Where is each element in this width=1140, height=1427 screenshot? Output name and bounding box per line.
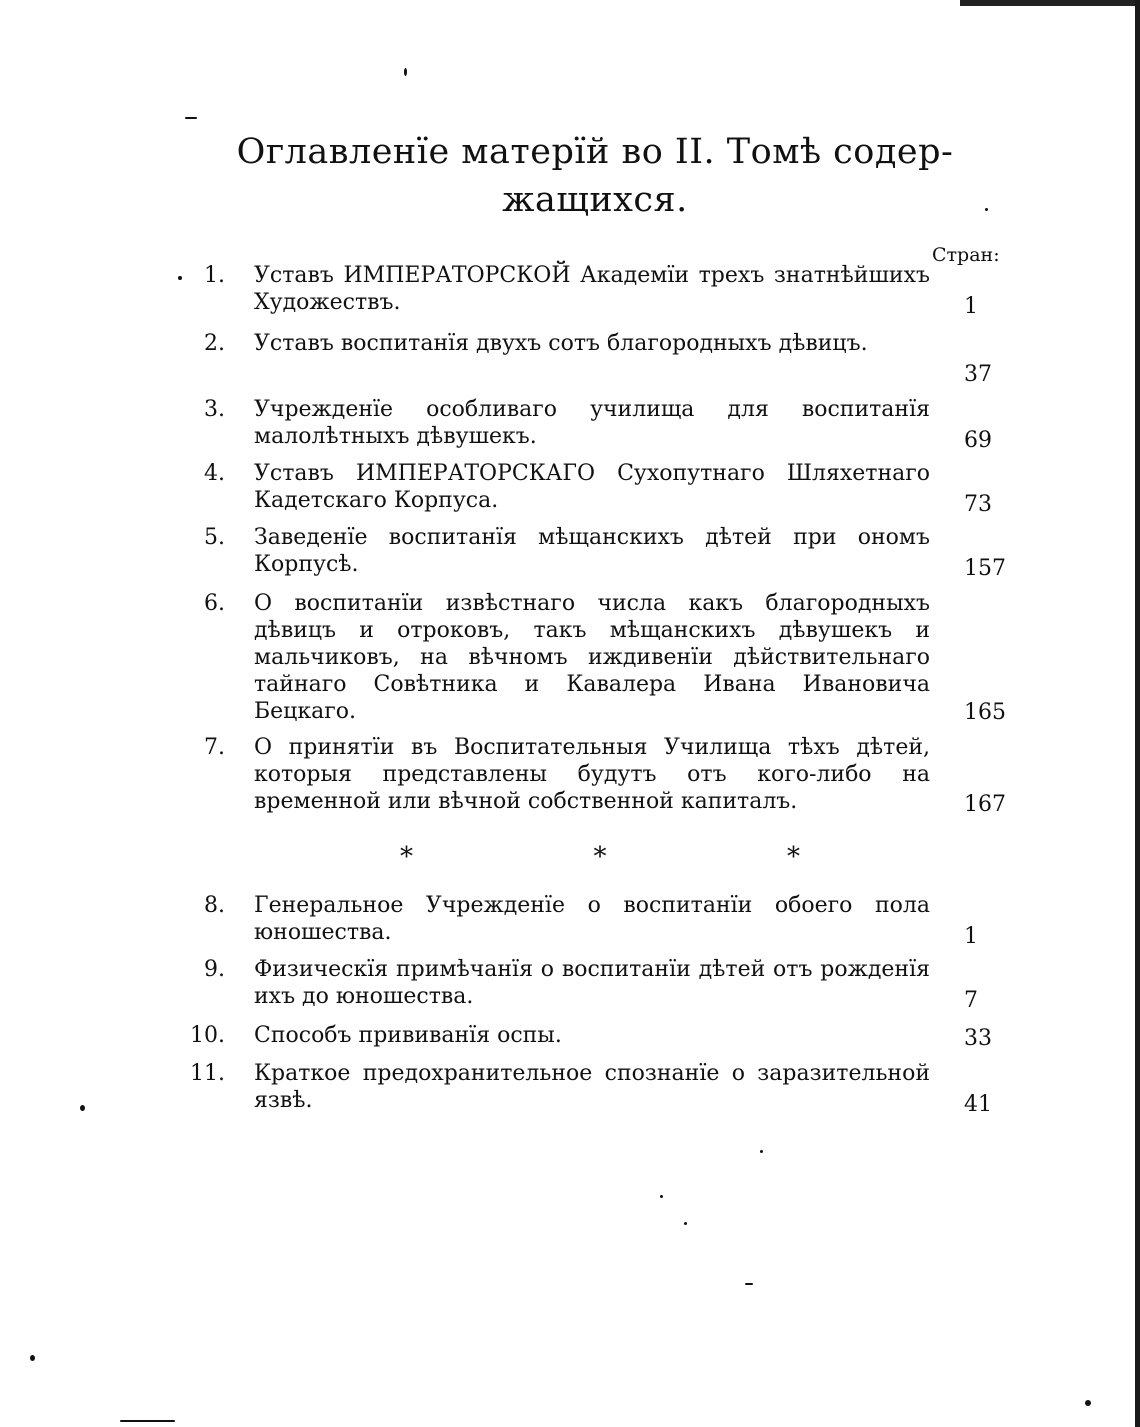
toc-entry-3 — [170, 396, 1010, 454]
scan-speck — [404, 68, 407, 76]
toc-entry-6 — [170, 590, 1010, 726]
entry-page: 1 — [964, 924, 978, 949]
entry-text: Учрежденїе особливаго училища для воспитанїя малолѣтныхъ дѣвушекъ. — [254, 397, 930, 449]
toc-entry-9 — [170, 956, 1010, 1014]
title-line-1: Оглавленїе матерїй во II. Томѣ содер- — [236, 132, 954, 172]
separator-star: * — [400, 842, 413, 872]
entry-page: 73 — [964, 492, 992, 517]
scan-speck — [120, 1420, 175, 1422]
toc-entry-8 — [170, 892, 1010, 950]
entry-text: Уставъ воспитанїя двухъ сотъ благородныхъ дѣвицъ. — [254, 331, 868, 356]
entry-text: Генеральное Учрежденїе о воспитанїи обоего пола юношества. — [254, 893, 930, 945]
entry-page: 7 — [964, 988, 978, 1013]
scan-speck — [30, 1355, 35, 1361]
toc-entry-1 — [170, 262, 1010, 320]
section-separator — [400, 842, 800, 872]
entry-text: Краткое предохранительное спознанїе о заразительной язвѣ. — [254, 1061, 930, 1113]
entry-page: 1 — [964, 294, 978, 319]
entry-number: 4. — [204, 461, 225, 486]
entry-page: 167 — [964, 792, 1006, 817]
scan-speck — [80, 1105, 85, 1111]
toc-entry-5 — [170, 524, 1010, 582]
scan-speck — [745, 1283, 753, 1285]
entry-text: Уставъ ИМПЕРАТОРСКАГО Сухопутнаго Шляхетнаго Кадетскаго Корпуса. — [254, 461, 930, 513]
scan-speck — [760, 1150, 763, 1153]
entry-text: Способъ прививанїя оспы. — [254, 1023, 562, 1048]
entry-number: 11. — [190, 1061, 225, 1086]
entry-page: 33 — [964, 1026, 992, 1051]
scan-speck — [178, 276, 182, 280]
toc-entry-11 — [170, 1060, 1010, 1118]
entry-text: О принятїи въ Воспитательныя Училища тѣхъ дѣтей, которыя представлены будутъ отъ кого-либо на временной или вѣчной собственной капиталъ. — [254, 735, 930, 814]
entry-number: 6. — [204, 591, 225, 616]
scan-speck — [660, 1195, 663, 1198]
scan-speck — [1085, 1400, 1091, 1406]
toc-entry-7 — [170, 734, 1010, 818]
entry-page: 37 — [964, 362, 992, 387]
entry-page: 165 — [964, 700, 1006, 725]
entry-number: 10. — [190, 1023, 225, 1048]
scan-speck — [684, 1222, 687, 1225]
separator-star: * — [593, 842, 607, 872]
entry-page: 41 — [964, 1092, 992, 1117]
scan-speck — [985, 208, 988, 211]
pages-column-header: Стран: — [932, 244, 1000, 266]
entry-text: Уставъ ИМПЕРАТОРСКОЙ Академїи трехъ знатнѣйшихъ Художествъ. — [254, 263, 930, 315]
scan-speck — [185, 117, 197, 119]
entry-number: 5. — [204, 525, 225, 550]
toc-entry-10 — [170, 1022, 1010, 1052]
entry-number: 7. — [204, 735, 225, 760]
entry-number: 9. — [204, 957, 225, 982]
entry-page: 69 — [964, 428, 992, 453]
entry-number: 2. — [204, 331, 225, 356]
toc-entry-2 — [170, 330, 1010, 388]
entry-number: 3. — [204, 397, 225, 422]
page-title — [200, 128, 990, 224]
entry-text: Физическїя примѣчанїя о воспитанїи дѣтей отъ рожденїя ихъ до юношества. — [254, 957, 930, 1009]
entry-page: 157 — [964, 556, 1006, 581]
scan-edge-top — [960, 0, 1140, 6]
separator-star: * — [787, 842, 800, 872]
toc-entry-4 — [170, 460, 1010, 518]
scan-edge-right — [1135, 0, 1140, 1427]
title-line-2: жащихся. — [502, 180, 688, 220]
entry-number: 1. — [204, 263, 225, 288]
entry-number: 8. — [204, 893, 225, 918]
entry-text: О воспитанїи извѣстнаго числа какъ благородныхъ дѣвицъ и отроковъ, такъ мѣщанскихъ дѣвушекъ и мальчиковъ, на вѣчномъ иждивенїи дѣйствительнаго тайнаго Совѣтника и Кавалера Ивана Ивановича Бецкаго. — [254, 591, 930, 724]
entry-text: Заведенїе воспитанїя мѣщанскихъ дѣтей при ономъ Корпусѣ. — [254, 525, 930, 577]
